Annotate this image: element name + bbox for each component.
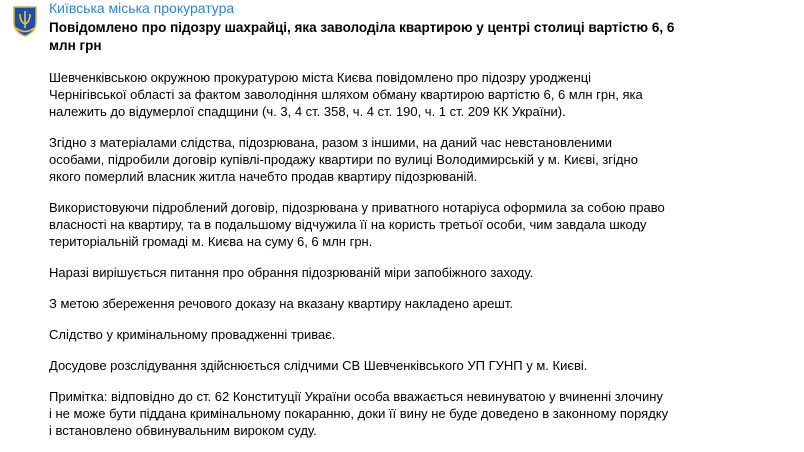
paragraph [49, 199, 789, 250]
paragraph-line: Шевченківською окружною прокуратурою міста Києва повідомлено про підозру уродженці [49, 70, 592, 85]
channel-avatar[interactable] [8, 4, 42, 38]
message [49, 0, 789, 439]
paragraph-line: Досудове розслідування здійснюється слідчими СВ Шевченківського УП ГУНП у м. Києві. [49, 358, 588, 373]
paragraph [49, 264, 789, 281]
title-line: млн грн [49, 38, 102, 53]
paragraph [49, 69, 789, 120]
paragraph-line: Використовуючи підроблений договір, підозрювана у приватного нотаріуса оформила за собою право [49, 200, 665, 215]
paragraph-line: Чернігівської області за фактом заволодіння шляхом обману квартирою вартістю 6, 6 млн грн, яка [49, 87, 643, 102]
paragraph-line: якого померлий власник житла начебто продав квартиру підозрюваній. [49, 169, 478, 184]
paragraph-line: Згідно з матеріалами слідства, підозрювана, разом з іншими, на даний час невстановленими [49, 135, 613, 150]
paragraph-line: і не може бути піддана кримінальному покаранню, доки її вину не буде доведено в законному порядку [49, 406, 669, 421]
paragraph-line: і встановлено обвинувальним вироком суду. [49, 423, 317, 438]
paragraph [49, 326, 789, 343]
paragraph-line: З метою збереження речового доказу на вказану квартиру накладено арешт. [49, 296, 513, 311]
prosecutor-emblem-icon [8, 4, 42, 38]
paragraph-line: належить до відумерлої спадщини (ч. 3, 4 ст. 358, ч. 4 ст. 190, ч. 1 ст. 209 КК України). [49, 104, 566, 119]
paragraph-line: власності на квартиру, та в подальшому відчужила її на користь третьої особи, чим завдала шкоду [49, 217, 647, 232]
paragraph [49, 357, 789, 374]
post-body [49, 69, 789, 439]
paragraph [49, 388, 789, 439]
paragraph-line: територіальній громаді м. Києва на суму 6, 6 млн грн. [49, 234, 373, 249]
paragraph-line: Примітка: відповідно до ст. 62 Конституції України особа вважається невинуватою у вчиненні злочину [49, 389, 663, 404]
post-title [49, 19, 789, 55]
paragraph [49, 134, 789, 185]
paragraph [49, 295, 789, 312]
paragraph-line: Наразі вирішується питання про обрання підозрюваній міри запобіжного заходу. [49, 265, 534, 280]
title-line: Повідомлено про підозру шахрайці, яка заволоділа квартирою у центрі столиці вартістю 6, 6 [49, 20, 675, 35]
paragraph-line: особами, підробили договір купівлі-продажу квартири по вулиці Володимирській у м. Києві, згідно [49, 152, 638, 167]
paragraph-line: Слідство у кримінальному провадженні триває. [49, 327, 336, 342]
channel-name[interactable]: Київська міська прокуратура [49, 0, 235, 16]
